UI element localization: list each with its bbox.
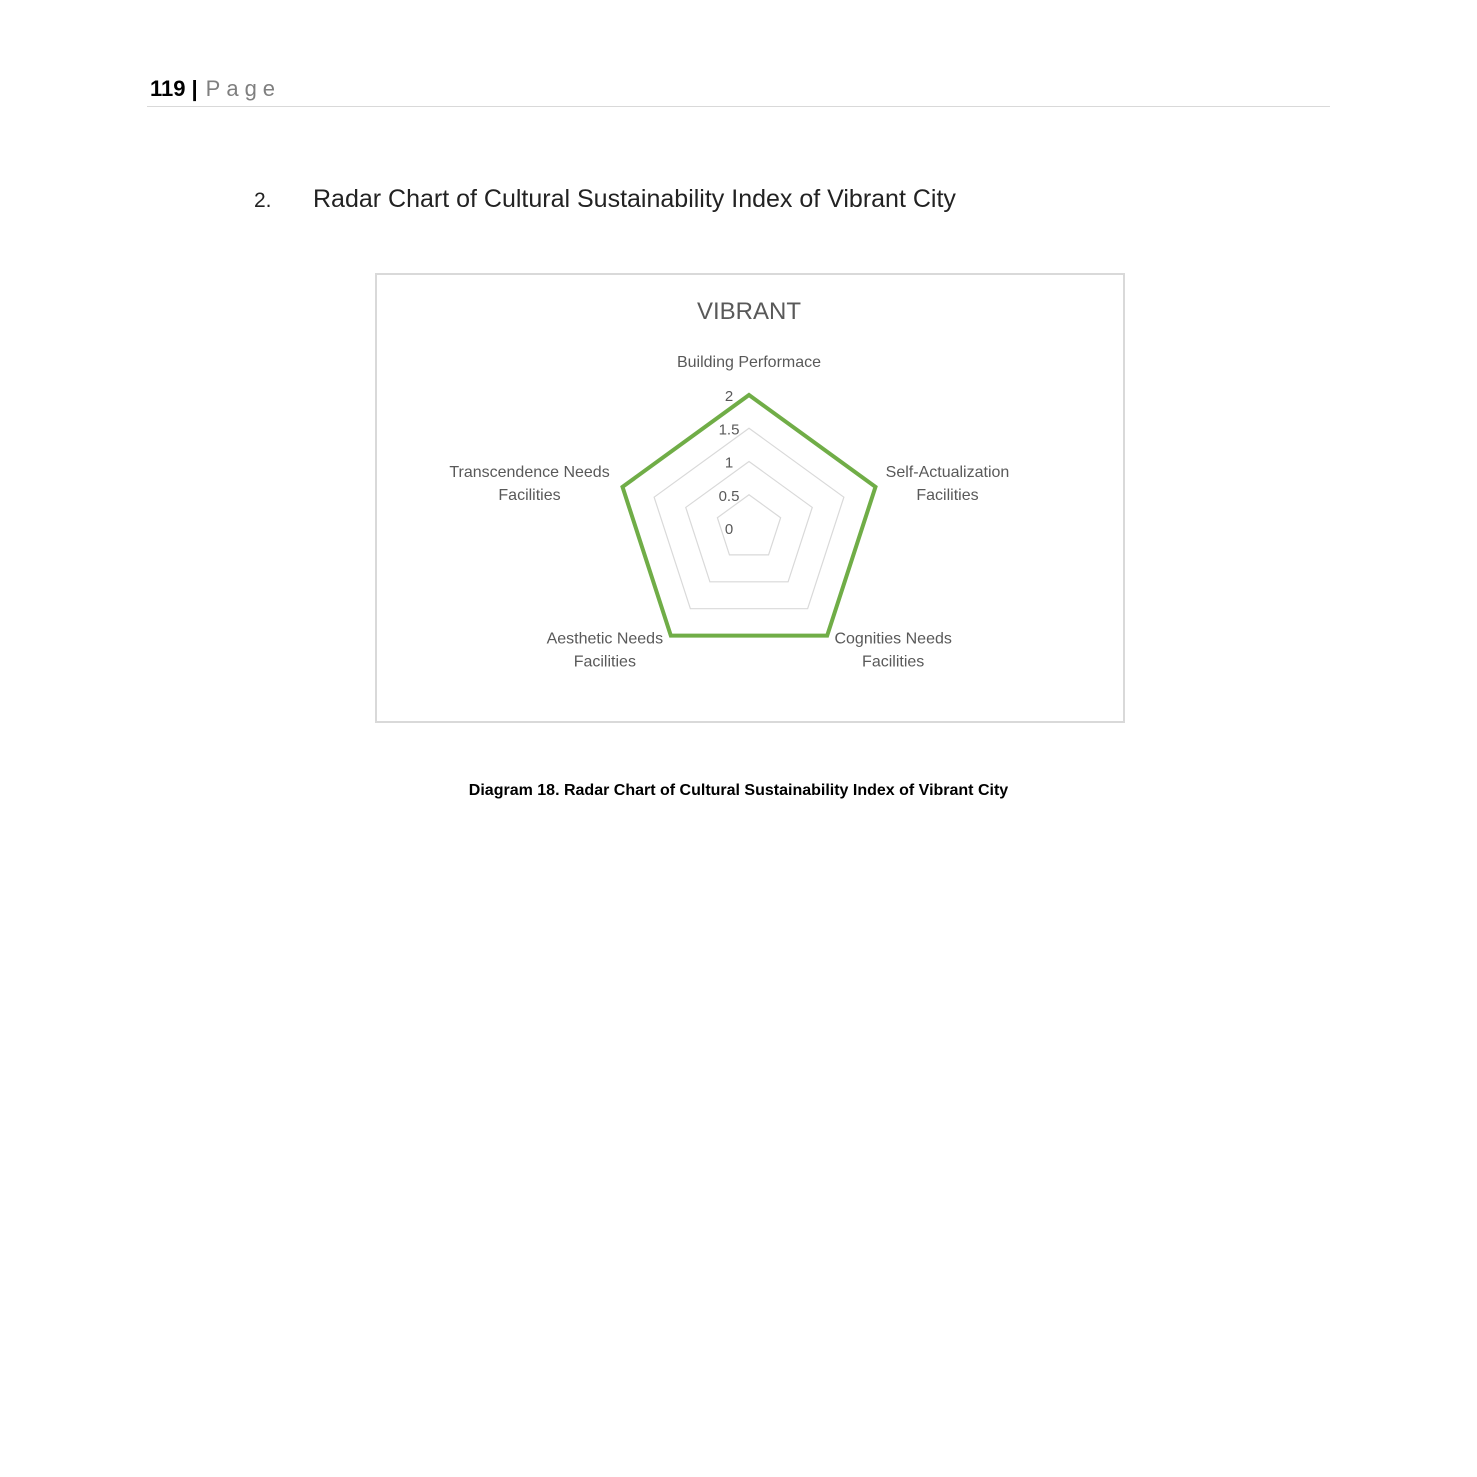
- caption-label: Diagram 18: [468, 782, 556, 799]
- category-label: [886, 464, 1010, 504]
- category-label-line: Facilities: [916, 486, 979, 504]
- tick-label: 1.5: [718, 421, 740, 439]
- category-label: [677, 354, 821, 371]
- page-number: 119: [150, 76, 186, 101]
- category-label-line: Building Performace: [676, 354, 822, 371]
- category-label-line: Facilities: [498, 486, 561, 504]
- header-rule: [147, 106, 1330, 107]
- category-label: [449, 464, 609, 504]
- section-number: 2.: [254, 189, 272, 212]
- page-separator: |: [191, 76, 198, 101]
- radar-chart-svg: [377, 275, 1123, 721]
- section-heading: [254, 182, 956, 218]
- radar-chart: [375, 273, 1125, 723]
- grid-ring: [686, 462, 812, 582]
- figure-caption: [0, 782, 1477, 800]
- caption-punct: .: [555, 782, 560, 799]
- page-word: Page: [205, 76, 282, 101]
- category-label-line: Facilities: [862, 653, 925, 671]
- tick-label: 1: [724, 454, 734, 472]
- section-title: Radar Chart of Cultural Sustainability Index of Vibrant City: [313, 185, 956, 213]
- category-label-line: Self-Actualization: [885, 463, 1010, 481]
- page-header: [150, 74, 281, 104]
- tick-label: 0.5: [718, 487, 740, 505]
- category-label-line: Facilities: [573, 653, 636, 671]
- category-label: [547, 631, 664, 671]
- tick-label: 2: [724, 388, 734, 405]
- category-label-line: Transcendence Needs: [449, 463, 610, 481]
- caption-text: Radar Chart of Cultural Sustainability Index of Vibrant City: [563, 782, 1009, 799]
- category-label-line: Aesthetic Needs: [546, 630, 664, 648]
- chart-title: VIBRANT: [696, 298, 802, 325]
- category-label: [834, 631, 951, 671]
- category-label-line: Cognities Needs: [834, 630, 952, 648]
- tick-label: 0: [724, 521, 734, 538]
